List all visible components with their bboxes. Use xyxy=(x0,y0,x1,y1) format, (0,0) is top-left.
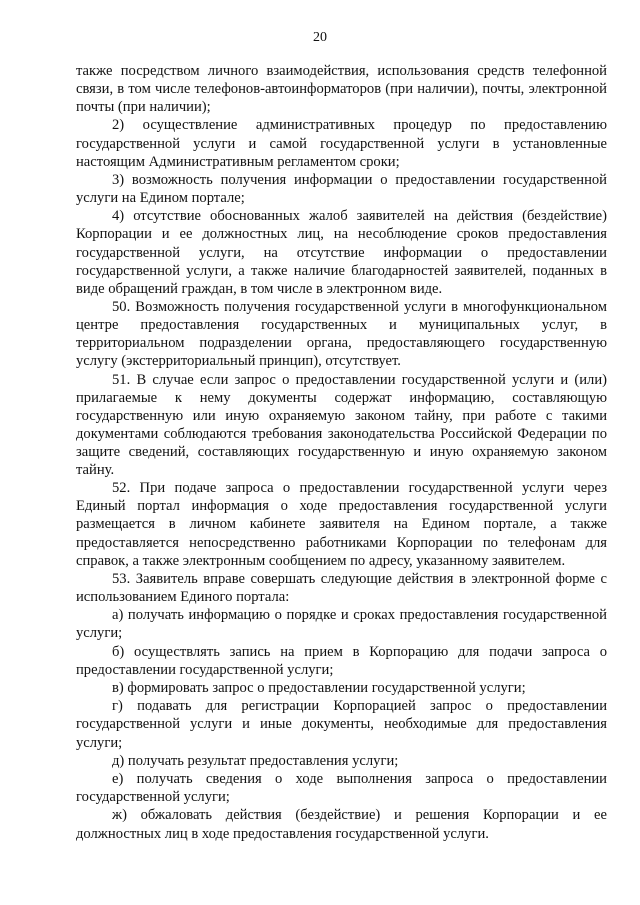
document-body xyxy=(76,62,607,843)
paragraph-item-3: 3) возможность получения информации о предоставлении государственной услуги на Едином портале; xyxy=(76,171,607,207)
paragraph-item-2: 2) осуществление административных процедур по предоставлению государственной услуги и самой государственной услуги в установленные настоящим Административным регламентом сроки; xyxy=(76,117,607,170)
paragraph-50: 50. Возможность получения государственной услуги в многофункциональном центре предоставления государственных и муниципальных услуг, в территориальном подразделении органа, предоставляющего государственную услугу (экстерриториальный принцип), отсутствует. xyxy=(76,298,607,370)
paragraph-53-d: д) получать результат предоставления услуги; xyxy=(112,752,399,769)
paragraph-53-g: г) подавать для регистрации Корпорацией запрос о предоставлении государственной услуги и иные документы, необходимые для предоставления услуги; xyxy=(76,698,607,751)
paragraph-53-e: е) получать сведения о ходе выполнения запроса о предоставлении государственной услуги; xyxy=(76,771,607,806)
paragraph-53-b: б) осуществлять запись на прием в Корпорацию для подачи запроса о предоставлении государственной услуги; xyxy=(76,643,607,678)
paragraph-51: 51. В случае если запрос о предоставлении государственной услуги и (или) прилагаемые к нему документы содержат информацию, составляющую государственную или иную охраняемую законом тайну, при работе с такими документами соблюдаются требования законодательства Российской Федерации по защите сведений, составляющих государственную и иную охраняемую законом тайну. xyxy=(76,371,607,478)
paragraph-53-zh: ж) обжаловать действия (бездействие) и решения Корпорации и ее должностных лиц в ходе предоставления государственной услуги. xyxy=(76,807,607,842)
paragraph-53-v: в) формировать запрос о предоставлении государственной услуги; xyxy=(112,680,526,697)
paragraph-53: 53. Заявитель вправе совершать следующие действия в электронной форме с использованием Единого портала: xyxy=(76,570,607,606)
paragraph-52: 52. При подаче запроса о предоставлении государственной услуги через Единый портал информация о ходе предоставления государственной услуги размещается в личном кабинете заявителя на Едином портале, а также предоставляется непосредственно работниками Корпорации по телефонам для справок, а также электронным сообщением по адресу, указанному заявителем. xyxy=(76,480,607,569)
page-number: 20 xyxy=(313,30,327,45)
paragraph-item-4: 4) отсутствие обоснованных жалоб заявителей на действия (бездействие) Корпорации и ее должностных лиц, на несоблюдение сроков предоставления государственной услуги, на отсутствие информации о предоставлении государственной услуги, а также наличие благодарностей заявителей, поданных в виде обращений граждан, в том числе в электронном виде. xyxy=(76,208,607,297)
paragraph-continuation: также посредством личного взаимодействия, использования средств телефонной связи, в том числе телефонов-автоинформаторов (при наличии), почты, электронной почты (при наличии); xyxy=(76,63,607,116)
paragraph-53-a: а) получать информацию о порядке и сроках предоставления государственной услуги; xyxy=(76,607,607,642)
